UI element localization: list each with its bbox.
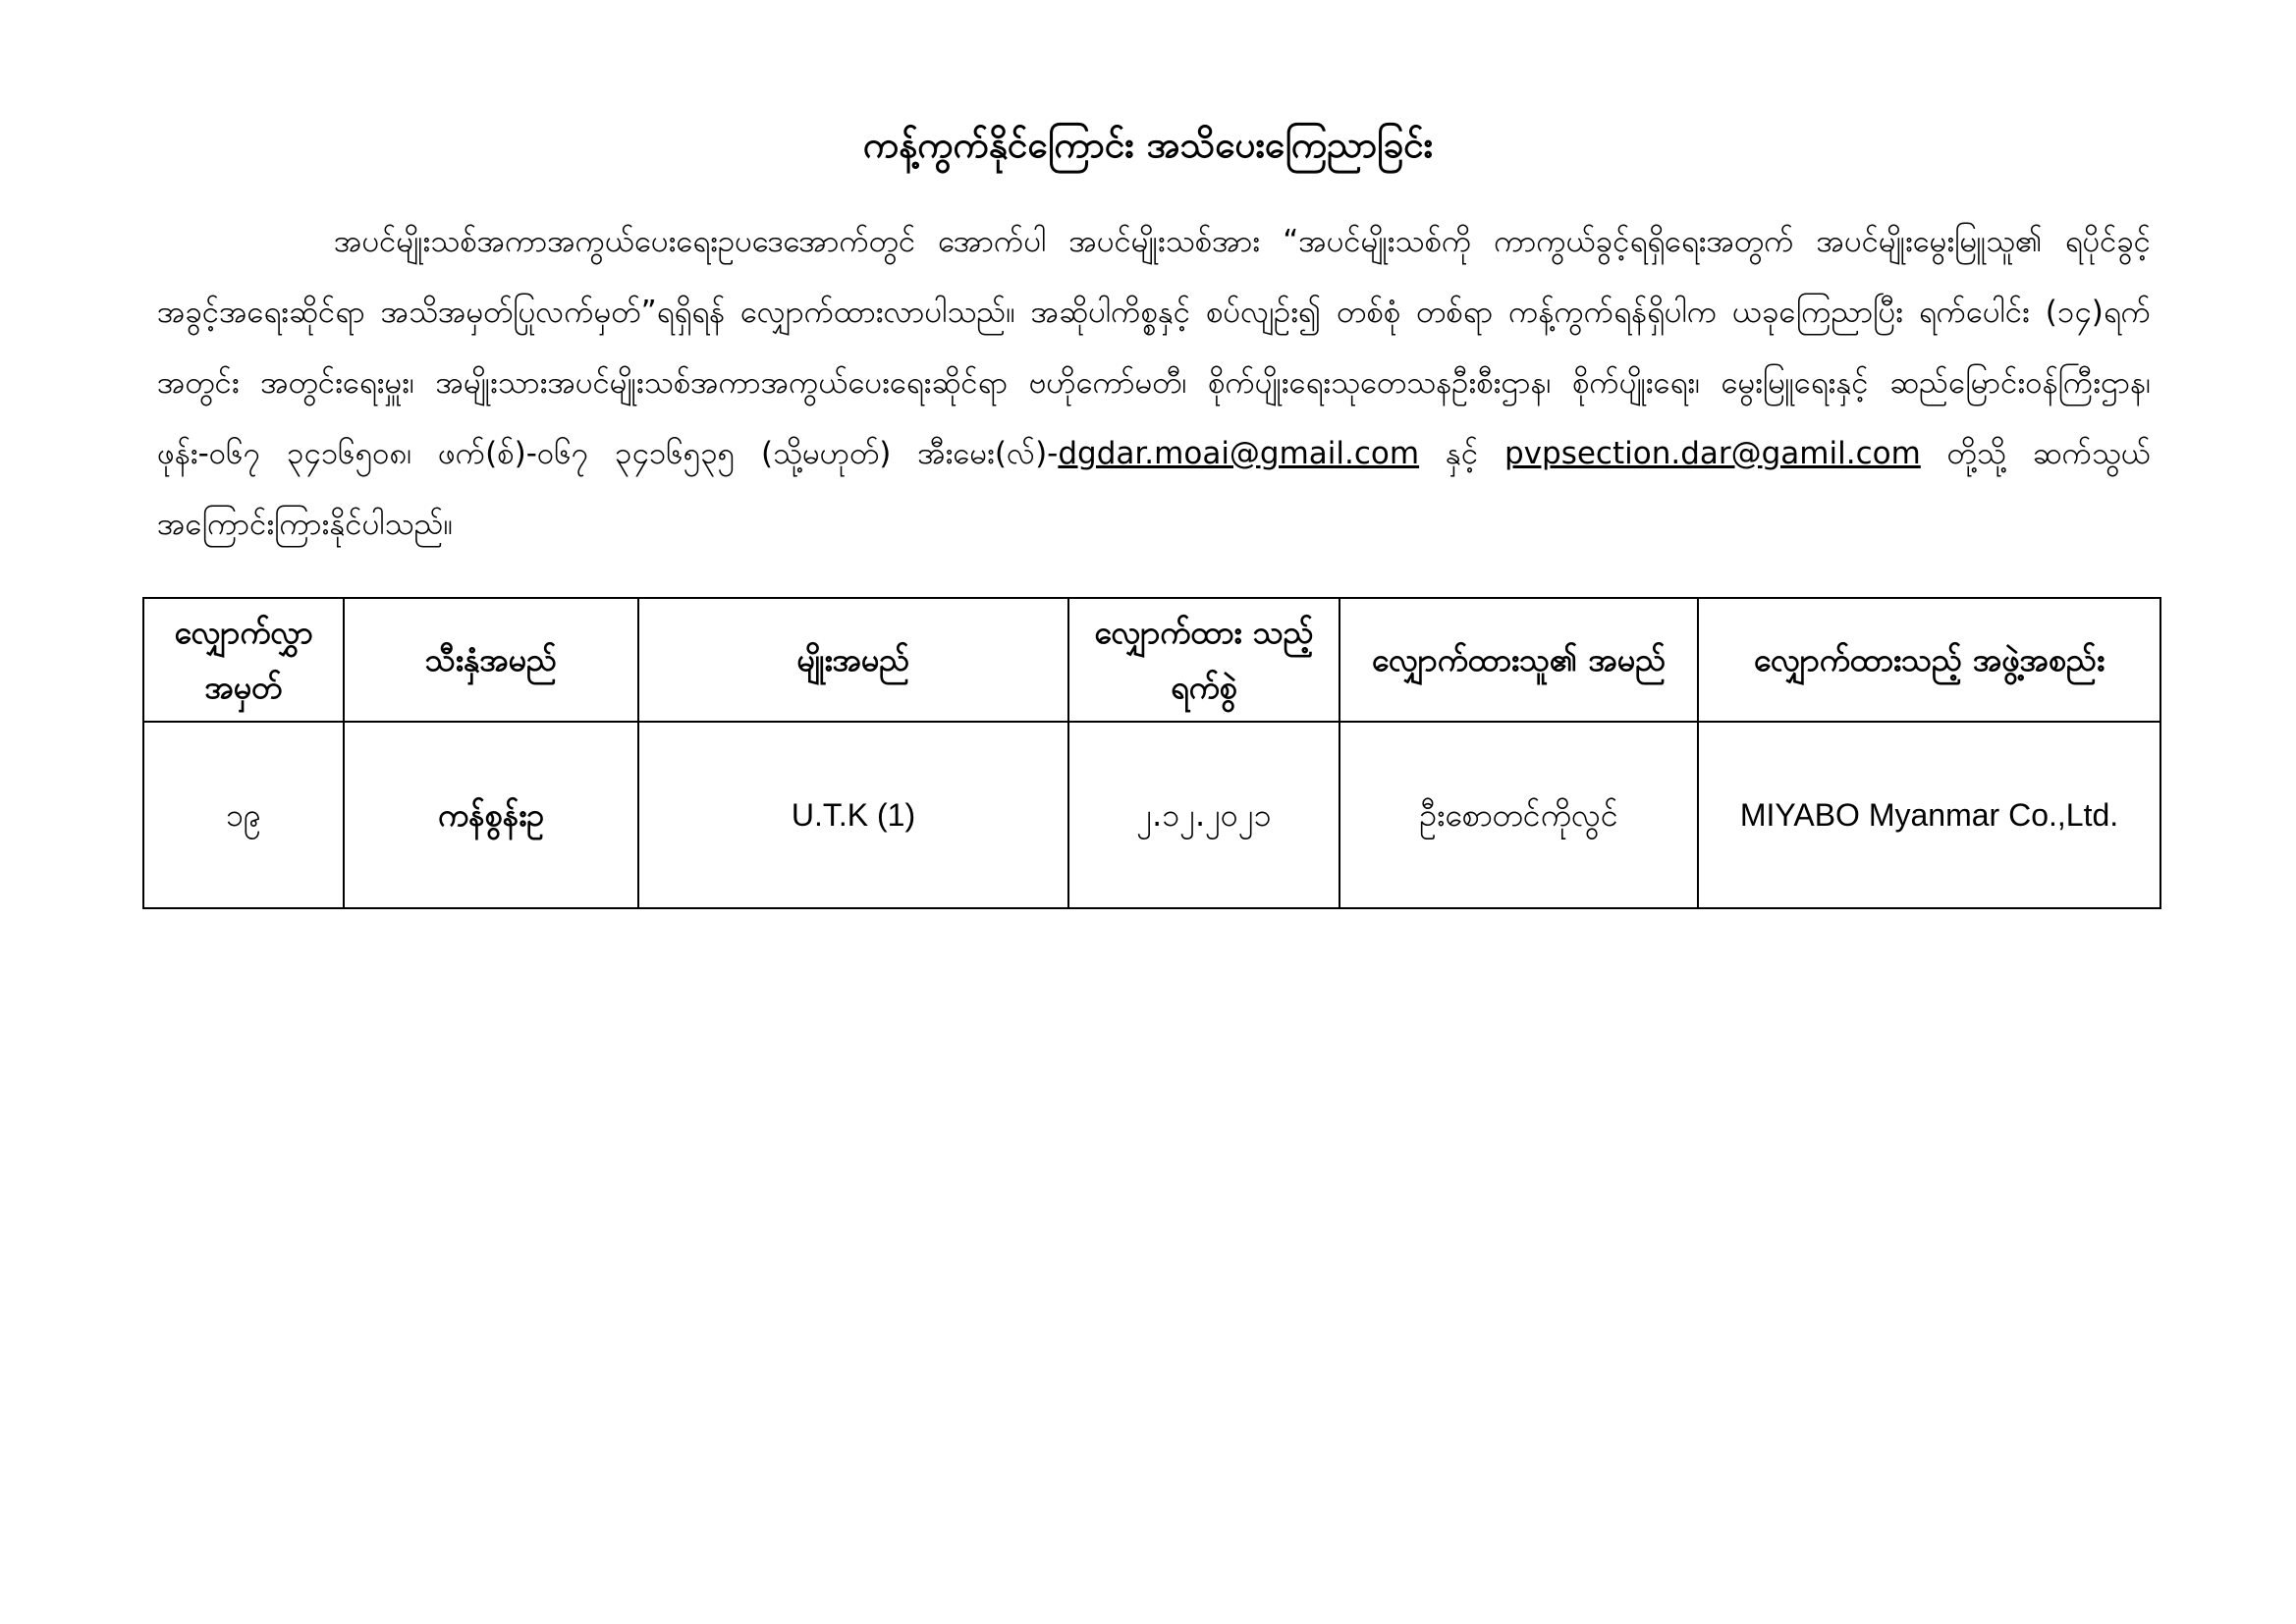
header-applicant-name: လျှောက်ထားသူ၏ အမည်	[1339, 598, 1698, 722]
table-header-row	[143, 598, 2160, 722]
cell-application-date: ၂.၁၂.၂၀၂၁	[1068, 722, 1339, 908]
notice-title: ကန့်ကွက်နိုင်ကြောင်း အသိပေးကြေညာခြင်း	[862, 124, 1434, 166]
paragraph-connector: နှင့်	[1419, 436, 1504, 471]
header-application-number: လျှောက်လွှာ အမှတ်	[143, 598, 344, 722]
header-application-date: လျှောက်ထား သည့်ရက်စွဲ	[1068, 598, 1339, 722]
paragraph-closing: တို့သို့ ဆက်သွယ်အကြောင်းကြားနိုင်ပါသည်။	[157, 436, 2152, 542]
header-applicant-organization: လျှောက်ထားသည့် အဖွဲ့အစည်း	[1698, 598, 2160, 722]
paragraph-text: အပင်မျိုးသစ်အကာအကွယ်ပေးရေးဥပဒေအောက်တွင် အောက်ပါ အပင်မျိုးသစ်အား “အပင်မျိုးသစ်ကို ကာကွယ်ခွင့်ရရှိရေးအတွက် အပင်မျိုးမွေးမြူသူ၏ ရပိုင်ခွင့်အခွင့်အရေးဆိုင်ရာ အသိအမှတ်ပြုလက်မှတ်”ရရှိရန် လျှောက်ထားလာပါသည်။ အဆိုပါကိစ္စနှင့် စပ်လျဉ်း၍ တစ်စုံ တစ်ရာ ကန့်ကွက်ရန်ရှိပါက ယခုကြေညာပြီး ရက်ပေါင်း (၁၄)ရက်အတွင်း အတွင်းရေးမှူး၊ အမျိုးသားအပင်မျိုးသစ်အကာအကွယ်ပေးရေးဆိုင်ရာ ဗဟိုကော်မတီ၊ စိုက်ပျိုးရေးသုတေသနဦးစီးဌာန၊ စိုက်ပျိုးရေး၊ မွေးမြူရေးနှင့် ဆည်မြောင်းဝန်ကြီးဌာန၊ ဖုန်း-၀၆၇ ၃၄၁၆၅၀၈၊ ဖက်(စ်)-၀၆၇ ၃၄၁၆၅၃၅ (သို့မဟုတ်) အီးမေး(လ်)-	[157, 224, 2151, 471]
cell-applicant-name: ဦးစောတင်ကိုလွင်	[1339, 722, 1698, 908]
email-link-dgdar[interactable]: dgdar.moai@gmail.com	[1058, 436, 1420, 471]
email-link-pvpsection[interactable]: pvpsection.dar@gamil.com	[1504, 436, 1921, 471]
cell-variety-name: U.T.K (1)	[638, 722, 1068, 908]
table-row	[143, 722, 2160, 908]
cell-application-number: ၁၉	[143, 722, 344, 908]
cell-crop-name: ကန်စွန်းဥ	[344, 722, 638, 908]
header-variety-name: မျိုးအမည်	[638, 598, 1068, 722]
cell-applicant-organization: MIYABO Myanmar Co.,Ltd.	[1698, 722, 2160, 908]
header-crop-name: သီးနှံအမည်	[344, 598, 638, 722]
notice-paragraph	[157, 206, 2151, 560]
application-table	[142, 597, 2161, 909]
